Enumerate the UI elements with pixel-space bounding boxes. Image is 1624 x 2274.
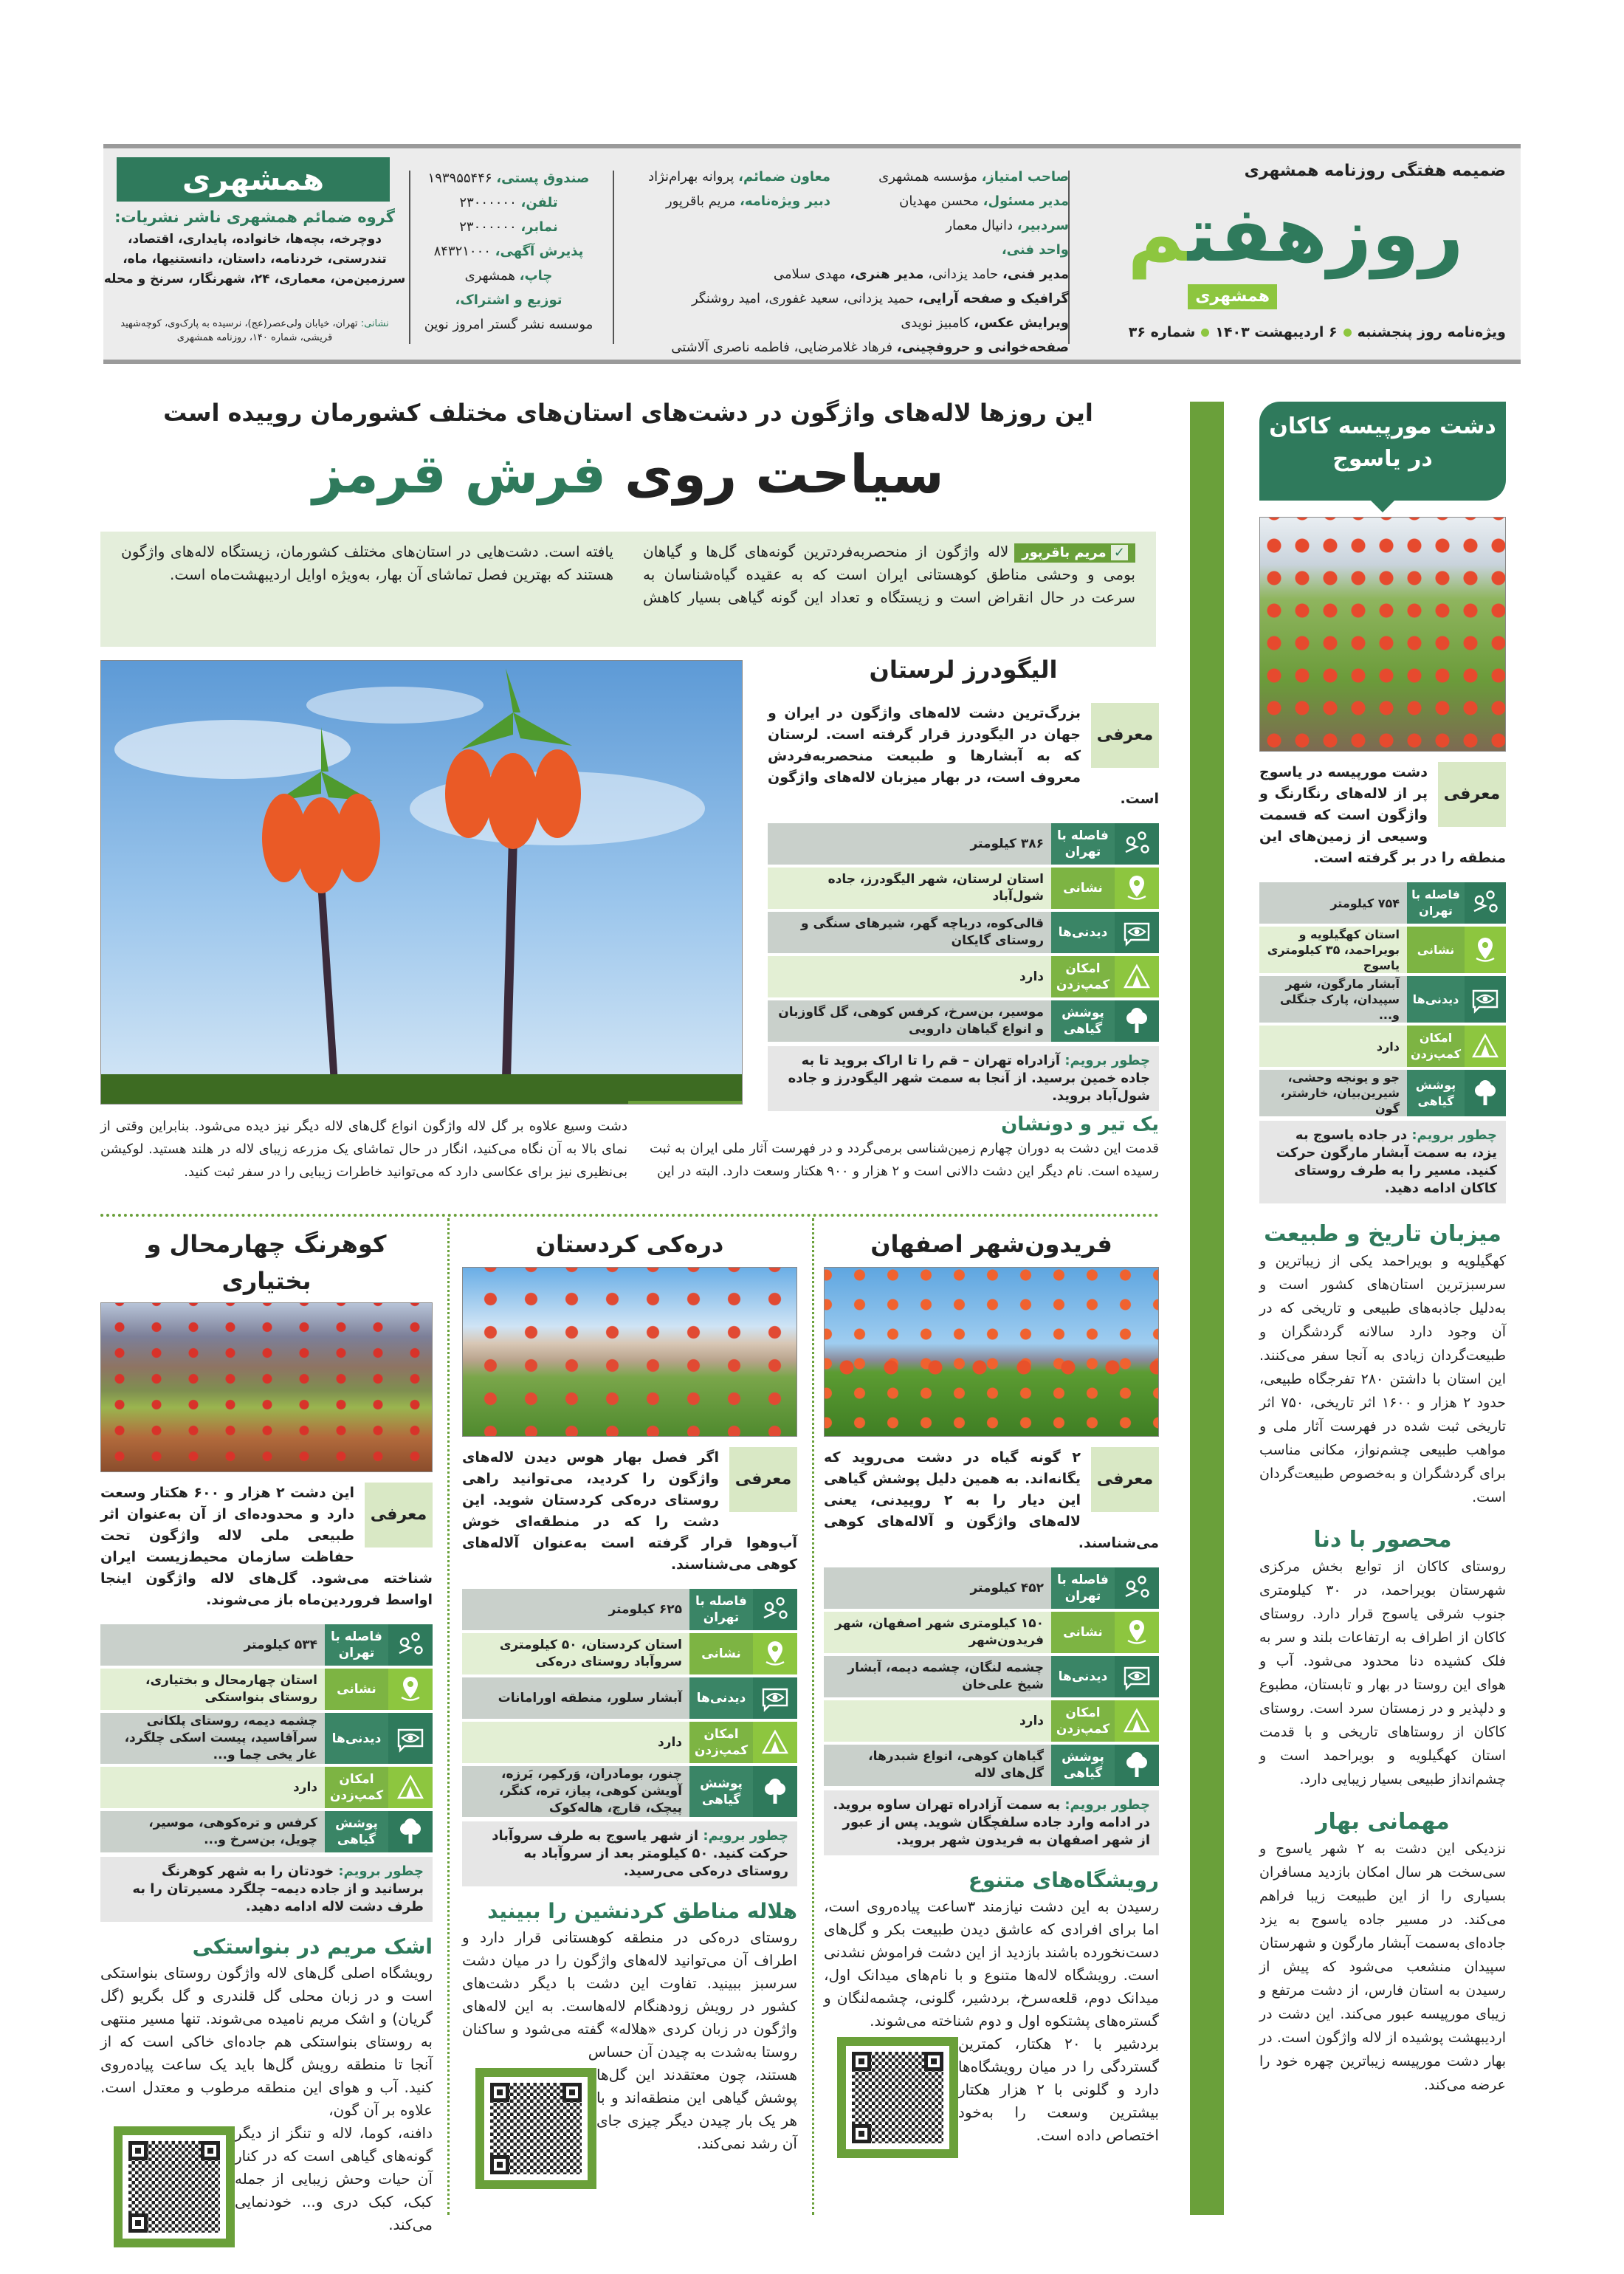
fact-row xyxy=(824,1567,1159,1609)
qr-code[interactable] xyxy=(114,2126,235,2247)
contact-label: توزیع و اشتراک، xyxy=(455,292,562,308)
section-photo xyxy=(462,1267,797,1437)
contact-row xyxy=(412,215,605,239)
tree-icon xyxy=(388,1811,433,1852)
fact-row xyxy=(768,868,1159,909)
route-icon xyxy=(1465,882,1506,924)
fact-label: فاصله با تهران xyxy=(325,1624,388,1666)
location-pin-icon xyxy=(388,1669,433,1710)
fact-value: چشمه لنگان، چشمه دیمه، آبشار شیخ علی‌خان xyxy=(824,1656,1051,1697)
fact-label: نشانی xyxy=(325,1669,388,1710)
fact-row xyxy=(100,1713,433,1764)
subhead: هلاله مناطق کردنشین را ببینید xyxy=(487,1899,797,1923)
intro-text: اگر فصل بهار هوس دیدن لاله‌های واژگون را کردید، می‌توانید راهی روستای دره‌کی کردستان شوید. این دشت را که در منطقه‌ای خوش آب‌وهوا قرار گرفته است به‌عنوان آلاله‌های کوهی می‌شناسند. xyxy=(462,1449,797,1573)
location-pin-icon xyxy=(1115,1612,1159,1653)
extra-block xyxy=(650,1112,1159,1183)
headline-accent: فرش قرمز xyxy=(312,443,606,505)
lede-text: لاله واژگون از منحصربه‌فردترین گونه‌های گل‌ها و گیاهان بومی و وحشی مناطق کوهستانی ایران است که به عقیده گیاه‌شناسان به سرعت در حال انقراض است و زیستگاه و تعداد این گونه گیاهی بسیار کاهش یافته است. دشت‌هایی در استان‌های مختلف کشورمان، زیستگاه لاله‌های واژگون هستند که بهترین فصل تماشای آن بهار، به‌ویژه اوایل اردیبهشت‌ماه است. xyxy=(121,543,1135,606)
extra-text: قدمت این دشت به دوران چهارم زمین‌شناسی برمی‌گردد و در فهرست آثار ملی ایران به ثبت رسیده است. نام دیگر این دشت دالانی است و ۲ هزار و ۹۰۰ هکتار وسعت دارد. البته در این xyxy=(650,1141,1159,1179)
fact-value: چشمه دیمه، روستای پلکانی سرآقاسید، پیست اسکی چلگرد، غار یخی چما و... xyxy=(100,1713,325,1764)
issue-number: شماره ۳۶ xyxy=(1128,324,1196,340)
directions-text: در جاده یاسوج به یزد، به سمت آبشار مارگون حرکت کنید. مسیر را به طرف روستای کاکان ادامه دهید. xyxy=(1276,1127,1497,1196)
fact-label: فاصله با تهران xyxy=(1407,882,1465,924)
intro-label: معرفی xyxy=(1438,762,1506,827)
photo-caption: دشت وسیع علاوه بر گل لاله واژگون انواع گل‌های لاله دیگر نیز دیده می‌شود. بنابراین وقتی از نمای بالا به آن نگاه می‌کنید، انگار در حال تماشای یک مزرعه زیبای لاله در هلند هستید. لوکیشن بی‌نظیری نیز برای عکاسی دارد که می‌توانید خاطرات زیبایی را در سفر ثبت کنید. xyxy=(100,1119,627,1180)
fact-value: دارد xyxy=(100,1767,325,1808)
route-icon xyxy=(753,1589,797,1630)
fact-label: پوشش گیاهی xyxy=(1051,1745,1115,1786)
eye-icon xyxy=(1115,1656,1159,1697)
section-title: دره‌کی کردستان xyxy=(535,1230,724,1258)
intro-label: معرفی xyxy=(729,1447,797,1512)
fact-value: استان کردستان، ۵۰ کیلومتری سروآباد روستای دره‌کی xyxy=(462,1633,689,1674)
divider xyxy=(613,171,614,344)
fact-row xyxy=(462,1677,797,1719)
fact-label: فاصله با تهران xyxy=(689,1589,753,1630)
fact-label: نشانی xyxy=(689,1633,753,1674)
intro-label: معرفی xyxy=(1091,1447,1159,1512)
body-text: دافنه، کوما، لاله و تنگز از دیگر گونه‌های گیاهی است که در کنار آن حیات وحش زیبایی از جمله کبک، کبک دری و... خودنمایی می‌کند. xyxy=(235,2124,433,2233)
fact-label: امکان کمپ‌زدن xyxy=(325,1767,388,1808)
fact-label: امکان کمپ‌زدن xyxy=(1407,1026,1465,1067)
fact-row xyxy=(824,1656,1159,1697)
tent-icon xyxy=(1465,1026,1506,1067)
credit-role: صفحه‌خوانی و حروفچینی، xyxy=(896,340,1069,355)
tent-icon xyxy=(1115,956,1159,997)
logo-text-accent: م xyxy=(1127,189,1188,279)
tree-icon xyxy=(1115,1000,1159,1042)
fact-label: دیدنی‌ها xyxy=(325,1713,388,1764)
intro xyxy=(100,1483,433,1611)
directions-text: از شهر یاسوج به طرف سروآباد حرکت کنید. ۵۰ کیلومتر بعد از سروآباد به روستای دره‌کی می‌رسید. xyxy=(492,1828,788,1879)
issue-date: ۶ اردیبهشت ۱۴۰۳ xyxy=(1215,324,1338,340)
column-divider xyxy=(447,1218,450,2215)
body-text: رسیدن به این دشت نیازمند ۳ساعت پیاده‌روی است، اما برای افرادی که عاشق دیدن طبیعت بکر و گل‌های دست‌نخورده باشند بازدید از این دشت فراموش نشدنی است. رویشگاه لاله‌ها متنوع و با نام‌های میدانک اول، میدانک دوم، قلعه‌سرخ، بردشیر، گلونی، چشمه‌لنگان و گستره‌های پشتکوه اول و دوم شناخته می‌شوند. xyxy=(824,1897,1159,2030)
body-with-qr xyxy=(462,2064,797,2155)
fact-value: ۳۸۶ کیلومتر xyxy=(768,823,1051,865)
fact-value: موسیر، بن‌سرخ، کرفس کوهی، گل گاوزبان و انواع گیاهان دارویی xyxy=(768,1000,1051,1042)
section-ligodarz xyxy=(768,651,1159,1111)
credit-role: مدیر فنی، xyxy=(1002,267,1069,282)
fact-value: کرفس و تره‌کوهی، موسیر، چویل، بن‌سرخ و... xyxy=(100,1811,325,1852)
intro xyxy=(462,1447,797,1576)
fact-row xyxy=(768,912,1159,953)
contact-label: نمابر، xyxy=(520,219,558,235)
hamshahri-logo: همشهری xyxy=(117,157,390,202)
fact-row xyxy=(768,823,1159,865)
intro-label: معرفی xyxy=(365,1483,433,1548)
sidebar-photo xyxy=(1259,517,1506,752)
fact-label: دیدنی‌ها xyxy=(1051,1656,1115,1697)
sidebar-subhead: مهمانی بهار xyxy=(1315,1809,1450,1835)
fact-label: امکان کمپ‌زدن xyxy=(1051,1700,1115,1742)
fact-label: پوشش گیاهی xyxy=(325,1811,388,1852)
facts-table xyxy=(1259,882,1506,1116)
sidebar-title xyxy=(1259,402,1506,501)
contact-value: ۲۳۰۰۰۰۰۰ xyxy=(459,195,517,210)
intro xyxy=(768,703,1159,810)
credit-name: محسن مهدیان xyxy=(899,193,979,209)
eye-icon xyxy=(753,1677,797,1719)
credit-role: دبیر ویژه‌نامه، xyxy=(740,193,830,209)
eye-icon xyxy=(1465,976,1506,1023)
eye-icon xyxy=(388,1713,433,1764)
fact-label: امکان کمپ‌زدن xyxy=(689,1722,753,1763)
directions xyxy=(462,1821,797,1886)
fact-row xyxy=(1259,976,1506,1023)
contact-value: ۸۴۳۲۱۰۰۰ xyxy=(433,244,491,259)
credit-role: ویرایش عکس، xyxy=(974,315,1069,331)
eye-icon xyxy=(1115,912,1159,953)
credit-role: معاون ضمائم، xyxy=(738,169,830,185)
fact-label: دیدنی‌ها xyxy=(1051,912,1115,953)
address-text: تهران، خیابان ولی‌عصر(عج)، نرسیده به پارک‌وی، کوچه‌شهید قریشی، شماره ۱۴۰، روزنامه همشهری xyxy=(120,318,358,343)
fact-label: فاصله با تهران xyxy=(1051,1567,1115,1609)
extra-subhead: یک تیر و دونشان xyxy=(1001,1113,1159,1136)
sidebar-accent-bar xyxy=(1190,402,1224,2215)
publisher-group: گروه ضمائم همشهری ناشر نشریات: xyxy=(114,208,395,226)
logo-sub-badge: همشهری xyxy=(1188,284,1277,309)
fact-label: دیدنی‌ها xyxy=(1407,976,1465,1023)
fact-row xyxy=(824,1700,1159,1742)
directions-label: چطور برویم: xyxy=(338,1863,424,1879)
fact-value: ۱۵۰ کیلومتری شهر اصفهان، شهر فریدون‌شهر xyxy=(824,1612,1051,1653)
intro xyxy=(824,1447,1159,1554)
fact-label: پوشش گیاهی xyxy=(1051,1000,1115,1042)
qr-code[interactable] xyxy=(628,1101,743,1105)
fact-row xyxy=(462,1633,797,1674)
fact-value: چنور، بومادران، وَرکمِر، بَرزه، آویشن کوهی، پیاز، تره، کنگر، پیچک، قارچ، هاله‌کوک xyxy=(462,1766,689,1817)
contact-row xyxy=(412,239,605,264)
contact-label: پذیرش آگهی، xyxy=(495,244,584,259)
directions-label: چطور برویم: xyxy=(1064,1053,1150,1068)
body-with-qr xyxy=(824,2033,1159,2147)
directions xyxy=(824,1790,1159,1855)
body-text: هستند، چون معتقدند این گل‌ها پوشش گیاهی این منطقه‌اند و با هر یک بار چیدن دیگر چیزی جای آن رشد نمی‌کند. xyxy=(596,2066,797,2152)
fact-value: ۷۵۴ کیلومتر xyxy=(1259,882,1407,924)
contact-row xyxy=(412,312,605,337)
contact-label: چاپ، xyxy=(519,268,553,284)
fact-label: پوشش گیاهی xyxy=(689,1766,753,1817)
tent-icon xyxy=(753,1722,797,1763)
contact-info xyxy=(412,166,605,337)
section-title: الیگودرز لرستان xyxy=(869,656,1058,684)
body-text: بردشیر با ۲۰ هکتار، کمترین گستردگی را در میان رویشگاه‌ها دارد و گلونی با ۲ هزار هکتار بیشترین وسعت را به‌خود اختصاص داده است. xyxy=(958,2035,1159,2144)
fact-value: ۶۲۵ کیلومتر xyxy=(462,1589,689,1630)
fact-value: ۴۵۲ کیلومتر xyxy=(824,1567,1051,1609)
credit-name: حامد یزدانی، xyxy=(928,267,999,282)
byline-name: مریم باقرپور xyxy=(1022,545,1107,560)
issue-line xyxy=(1129,324,1506,340)
address xyxy=(103,317,406,345)
rooz-haftom-logo xyxy=(1089,187,1502,281)
column-divider xyxy=(812,1218,814,2215)
sidebar-title-line: در یاسوج xyxy=(1332,446,1433,472)
contact-row xyxy=(412,264,605,288)
intro-text: ۲ گونه گیاه در دشت می‌روید که یگانه‌اند. به همین دلیل پوشش گیاهی این دیار را به ۲ روییدنی، یعنی لاله‌های واژگون و آلاله‌های کوهی می‌شناسند. xyxy=(824,1449,1159,1551)
fact-label: نشانی xyxy=(1407,927,1465,973)
credit-name: حمید یزدانی، سعید غفوری، امید روشنگر xyxy=(691,291,915,306)
fact-label: امکان کمپ‌زدن xyxy=(1051,956,1115,997)
qr-code[interactable] xyxy=(475,2068,596,2189)
fact-value: دارد xyxy=(1259,1026,1407,1067)
fact-label: نشانی xyxy=(1051,868,1115,909)
tree-icon xyxy=(1115,1745,1159,1786)
sidebar-title-line: دشت مورپیسه کاکان xyxy=(1269,413,1496,439)
credit-name: دانیال معمار xyxy=(946,218,1013,233)
sidebar-body xyxy=(1259,762,1506,1203)
issue-edition: ویژه‌نامه روز پنجشنبه xyxy=(1357,324,1506,340)
credit-role: واحد فنی، xyxy=(1001,242,1069,258)
fact-row xyxy=(1259,927,1506,973)
fact-row xyxy=(1259,1026,1506,1067)
contact-value: همشهری xyxy=(464,268,515,284)
publisher-titles: دوچرخه، بچه‌ها، خانواده، پایداری، اقتصاد، تندرستی، خردنامه، داستان، دانستنیها، ماه، سرزمین‌من، معماری، ۲۴، شهرنگار، سرنخ و محله xyxy=(103,232,406,286)
fact-label: پوشش گیاهی xyxy=(1407,1070,1465,1116)
fact-value: آبشار مارگون، شهر سپیدان، پارک جنگلی و... xyxy=(1259,976,1407,1023)
credit-role: سردبیر، xyxy=(1016,218,1069,233)
credit-line xyxy=(671,311,1069,335)
facts-table xyxy=(768,823,1159,1042)
headline xyxy=(100,443,1156,505)
route-icon xyxy=(1115,823,1159,865)
tent-icon xyxy=(1115,1700,1159,1742)
facts-table xyxy=(100,1624,433,1852)
subhead: رویشگاه‌های متنوع xyxy=(968,1868,1159,1892)
fact-row xyxy=(462,1722,797,1763)
sidebar-subhead: محصور با دنا xyxy=(1313,1527,1452,1553)
fact-label: نشانی xyxy=(1051,1612,1115,1653)
route-icon xyxy=(1115,1567,1159,1609)
directions-label: چطور برویم: xyxy=(703,1828,788,1844)
intro xyxy=(1259,762,1506,869)
section-darrehkei xyxy=(462,1226,797,2189)
byline xyxy=(1014,543,1135,563)
kicker: این روزها لاله‌های واژگون در دشت‌های استان‌های مختلف کشورمان روییده است xyxy=(163,399,1093,427)
qr-code[interactable] xyxy=(837,2037,958,2158)
sidebar-text: کهگیلویه و بویراحمد یکی از زیباترین و سرسبزترین استان‌های کشور است و به‌دلیل جاذبه‌های طبیعی و تاریخی که در آن وجود دارد سالانه گردشگران و طبیعت‌گردان زیادی به آنجا سفر می‌کنند. این استان با داشتن ۲۸۰ تفرجگاه طبیعی، حدود ۲ هزار و ۱۶۰۰ اثر تاریخی، ۷۵۰ اثر تاریخی ثبت شده در فهرست آثار ملی و مواهب طبیعی چشم‌نواز، مکانی مناسب برای گردشگران و به‌خصوص طبیعت‌گردان است. xyxy=(1259,1253,1506,1505)
fact-value: دارد xyxy=(824,1700,1051,1742)
fact-row xyxy=(824,1745,1159,1786)
route-icon xyxy=(388,1624,433,1666)
credit-line xyxy=(878,238,1069,262)
directions xyxy=(100,1857,433,1922)
fact-row xyxy=(100,1624,433,1666)
section-title: فریدون‌شهر اصفهان xyxy=(870,1230,1112,1258)
credit-line xyxy=(648,165,830,189)
dot-icon xyxy=(1343,329,1352,337)
fact-row xyxy=(768,1000,1159,1042)
credit-line xyxy=(671,262,1069,286)
credit-line xyxy=(878,213,1069,238)
fact-value: دارد xyxy=(768,956,1051,997)
dot-icon xyxy=(1201,329,1209,337)
intro-text: این دشت ۲ هزار و ۶۰۰ هکتار وسعت دارد و محدوده‌ای از آن به‌عنوان اثر طبیعی ملی لاله واژگون تحت حفاظت سازمان محیط‌زیست ایران شناخته می‌شود. گل‌های لاله واژگون اینجا اواسط فروردین‌ماه باز می‌شوند. xyxy=(100,1485,433,1608)
fact-row xyxy=(824,1612,1159,1653)
sidebar-subhead: میزبان تاریخ و طبیعت xyxy=(1264,1221,1501,1247)
body-with-qr xyxy=(100,2122,433,2236)
intro-text: بزرگ‌ترین دشت لاله‌های واژگون در ایران و جهان در الیگودرز قرار گرفته است. لرستان که به آبشارها و طبیعت منحصربه‌فردش معروف است، در بهار میزبان لاله‌های واژگون است. xyxy=(768,705,1159,807)
contact-row xyxy=(412,288,605,312)
credit-role: صاحب امتیاز، xyxy=(981,169,1069,185)
credit-line xyxy=(878,165,1069,189)
fact-value: دارد xyxy=(462,1722,689,1763)
fact-value: استان لرستان، شهر الیگودرز، جاده شول‌آباد xyxy=(768,868,1051,909)
directions-text: به سمت آزادراه تهران ساوه بروید. در ادامه وارد جاده سلفچگان شوید. پس از عبور از شهر اصفهان به فریدون شهر بروید. xyxy=(833,1797,1150,1848)
fact-value: قالی‌کوه، دریاچه گهر، شیرهای سنگی و روستای گایکان xyxy=(768,912,1051,953)
credit-name: مریم باقرپور xyxy=(665,193,736,209)
location-pin-icon xyxy=(753,1633,797,1674)
sidebar-morpiseh xyxy=(1259,402,1506,2097)
lede xyxy=(100,532,1156,647)
fact-value: استان کهگیلویه و بویراحمد، ۳۵ کیلومتری یاسوج xyxy=(1259,927,1407,973)
fact-row xyxy=(768,956,1159,997)
section-photo xyxy=(100,1302,433,1472)
tent-icon xyxy=(388,1767,433,1808)
contact-label: صندوق پستی، xyxy=(496,171,590,186)
fact-row xyxy=(100,1811,433,1852)
sidebar-text: روستای کاکان از توابع بخش مرکزی شهرستان بویراحمد، در ۳۰ کیلومتری جنوب شرقی یاسوج قرار دارد. روستای کاکان از اطراف به ارتفاعات بلند و سر به فلک کشیده دنا محدود می‌شود. آب و هوای این روستا در بهار و تابستان، مطبوع و دلپذیر و در زمستان سرد است. روستای کاکان از روستاهای تاریخی و با قدمت استان کهگیلویه و بویراحمد است و چشم‌انداز طبیعی بسیار زیبایی دارد. xyxy=(1259,1559,1506,1787)
fact-value: آبشار سلور، منطقه اورامانات xyxy=(462,1677,689,1719)
body-text: روستای دره‌کی در منطقه کوهستانی قرار دارد و اطراف آن می‌توانید لاله‌های واژگون را در میان دشت سرسبز ببینید. تفاوت این دشت با دیگر دشت‌های کشور در رویش زودهنگام لاله‌هاست. به این لاله‌های واژگون در زبان کردی «هلاله» گفته می‌شود و ساکنان روستا به‌شدت به چیدن آن حساس xyxy=(462,1928,797,2061)
headline-part: سیاحت روی xyxy=(625,443,944,505)
fact-row xyxy=(100,1669,433,1710)
fact-value: ۵۳۴ کیلومتر xyxy=(100,1624,325,1666)
intro-text: دشت مورپیسه در یاسوج پر از لاله‌های رنگارنگ و واژگون است که قسمت وسیعی از زمین‌های این منطقه را در بر گرفته است. xyxy=(1259,764,1506,866)
section-kuhrang xyxy=(100,1226,433,2247)
directions-label: چطور برویم: xyxy=(1411,1127,1497,1143)
fact-row xyxy=(100,1767,433,1808)
supplement-label: ضمیمه هفتگی روزنامه همشهری xyxy=(1244,162,1506,180)
credit-name: پروانه بهرام‌نژاد xyxy=(648,169,734,185)
credit-line xyxy=(878,189,1069,213)
fact-row xyxy=(1259,1070,1506,1116)
section-fereydunshahr xyxy=(824,1226,1159,2158)
section-divider xyxy=(100,1214,1159,1217)
fact-row xyxy=(462,1766,797,1817)
directions-label: چطور برویم: xyxy=(1064,1797,1150,1813)
check-icon: ✓ xyxy=(1111,545,1128,560)
section-title: کوهرنگ چهارمحال و بختیاری xyxy=(146,1230,387,1295)
body-text: رویشگاه اصلی گل‌های لاله واژگون روستای بنواستکی است و در زبان محلی گل قلندری و گل بگریو (گل گریان) و اشک مریم نامیده می‌شوند. تنها مسیر منتهی به روستای بنواستکی هم جاده‌ای خاکی است که از آنجا تا منطقه رویش گل‌ها باید یک ساعت پیاده‌روی کنید. آب و هوای این منطقه مرطوب و معتدل است. علاوه بر آن گون، xyxy=(100,1964,433,2119)
tulip-photo-illustration xyxy=(100,661,742,1105)
fact-label: فاصله با تهران xyxy=(1051,823,1115,865)
contact-label: تلفن، xyxy=(520,195,558,210)
address-label: نشانی: xyxy=(360,318,389,329)
location-pin-icon xyxy=(1465,927,1506,973)
facts-table xyxy=(462,1589,797,1817)
directions-text: آزادراه تهران – قم را تا اراک بروید تا به جاده خمین برسید. از آنجا به سمت شهر الیگودرز و جاده شول‌آباد بروید. xyxy=(788,1053,1150,1104)
contact-row xyxy=(412,166,605,190)
credit-line xyxy=(671,286,1069,311)
intro-label: معرفی xyxy=(1091,703,1159,768)
credit-line xyxy=(671,335,1069,360)
contact-row xyxy=(412,190,605,215)
logo-text: روزهفت xyxy=(1187,189,1464,279)
credit-name: کامبیز نویدی xyxy=(901,315,970,331)
fact-row xyxy=(1259,882,1506,924)
tree-icon xyxy=(753,1766,797,1817)
fact-value: جو و یونجه وحشی، شیرین‌بیان، خارشتر، گون xyxy=(1259,1070,1407,1116)
subhead: اشک مریم در بنواستکی xyxy=(192,1934,433,1959)
directions xyxy=(768,1046,1159,1111)
masthead xyxy=(103,144,1521,364)
sidebar-articles xyxy=(1259,1220,1506,2097)
directions-text: خودتان را به شهر کوهرنگ برسانید و از جاده دیمه– چلگرد مسیرتان را به طرف دشت لاله ادامه دهید. xyxy=(132,1863,424,1914)
contact-value: موسسه نشر گستر امروز نوین xyxy=(424,317,593,332)
main-photo xyxy=(100,660,743,1105)
credit-role: مدیر هنری، xyxy=(850,267,924,282)
location-pin-icon xyxy=(1115,868,1159,909)
credit-role: گرافیک و صفحه آرایی، xyxy=(918,291,1069,306)
fact-value: گیاهان کوهی، انواع شبدرها، گل‌های لاله xyxy=(824,1745,1051,1786)
section-photo xyxy=(824,1267,1159,1437)
sidebar-text: نزدیکی این دشت به ۲ شهر یاسوج و سی‌سخت هر سال امکان بازدید مسافران بسیاری را از این طبیعت زیبا فراهم می‌کند. در مسیر جاده یاسوج به یزد جاده‌ای به‌سمت آبشار مارگون و شهرستان سپیدان منشعب می‌شود که پیش از رسیدن به استان فارس، از دشت مرتفع و زیبای مورپیسه عبور می‌کند. این دشت در اردیبهشت پوشیده از لاله واژگون است. در بهار دشت مورپیسه زیباترین چهره خود را عرضه می‌کند. xyxy=(1259,1841,1506,2093)
credit-line xyxy=(648,189,830,213)
credit-name: مهدی سلامی xyxy=(773,267,846,282)
directions xyxy=(1259,1121,1506,1203)
credit-name: مؤسسه همشهری xyxy=(878,169,977,185)
tree-icon xyxy=(1465,1070,1506,1116)
credit-role: مدیر مسئول، xyxy=(983,193,1069,209)
contact-value: ۲۳۰۰۰۰۰۰ xyxy=(459,219,517,235)
fact-row xyxy=(462,1589,797,1630)
divider xyxy=(409,171,410,344)
fact-label: دیدنی‌ها xyxy=(689,1677,753,1719)
fact-value: استان چهارمحال و بختیاری، روستای بنواستکی xyxy=(100,1669,325,1710)
contact-value: ۱۹۳۹۵۵۴۴۶ xyxy=(427,171,492,186)
facts-table xyxy=(824,1567,1159,1786)
credit-name: فرهاد غلامرضایی، فاطمه ناصری آلاشتی xyxy=(671,340,893,355)
